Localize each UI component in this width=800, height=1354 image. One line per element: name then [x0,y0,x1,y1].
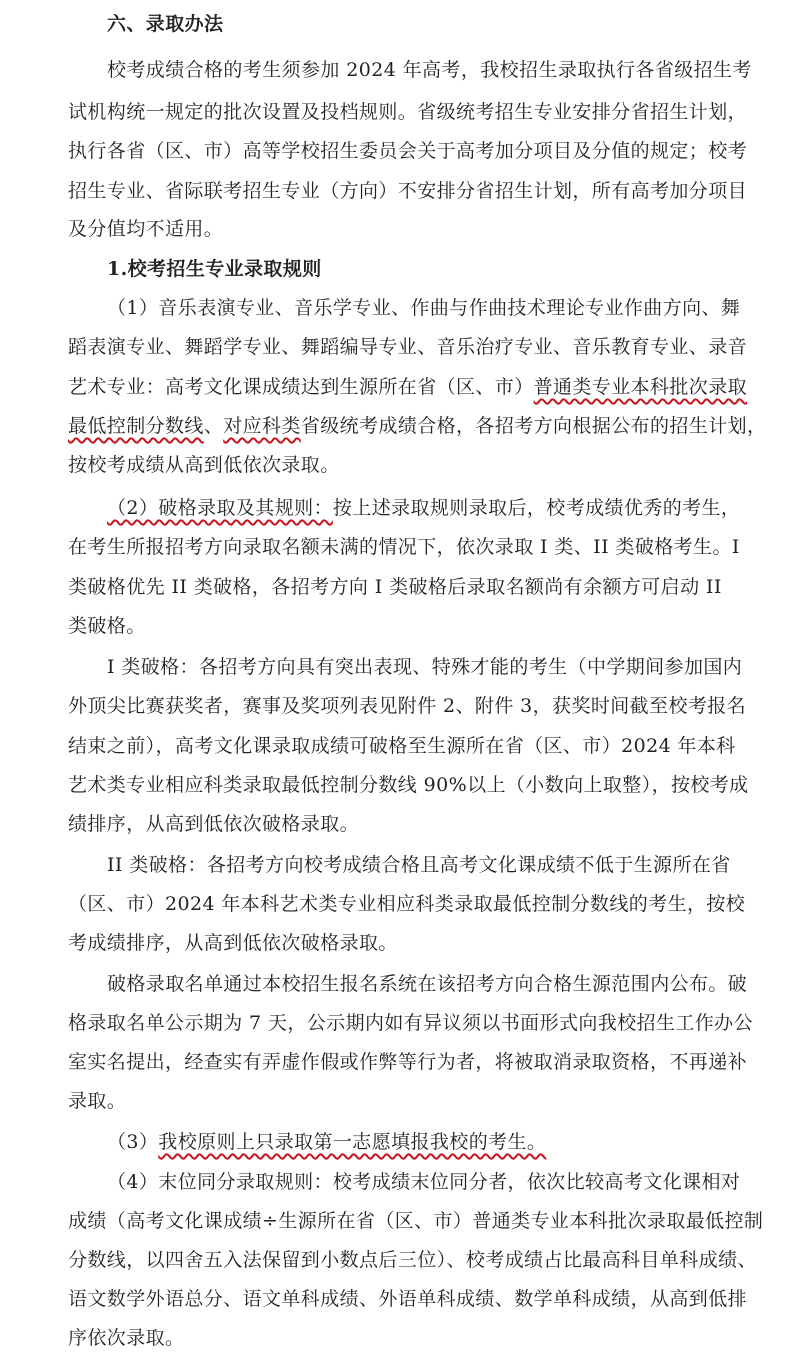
publicity-line-3: 室实名提出，经查实有弄虚作假或作弊等行为者，将被取消录取资格，不再递补 [68,1051,748,1073]
class1-line-1: I 类破格：各招考方向具有突出表现、特殊才能的考生（中学期间参加国内 [107,656,743,678]
item2-line-1 [107,494,740,522]
highlight-exceptional-admission: （2）破格录取及其规则： [107,497,333,519]
item2-line-4: 类破格。 [68,615,146,637]
class2-line-3: 考成绩排序，从高到低依次破格录取。 [68,932,398,954]
item4-line-4: 语文数学外语总分、语文单科成绩、外语单科成绩、数学单科成绩，从高到低排 [68,1288,748,1310]
publicity-line-4: 录取。 [68,1090,127,1112]
item1-line-4-rest: 省级统考成绩合格，各招考方向根据公布的招生计划， [300,415,767,437]
intro-line-2: 试机构统一规定的批次设置及投档规则。省级统考招生专业安排分省招生计划， [68,101,748,123]
class2-line-2: （区、市）2024 年本科艺术类专业相应科类录取最低控制分数线的考生，按校 [68,893,746,915]
item2-line-2: 在考生所报招考方向录取名额未满的情况下，依次录取 I 类、II 类破格考生。I [68,536,740,558]
publicity-line-1: 破格录取名单通过本校招生报名系统在该招考方向合格生源范围内公布。破 [107,973,748,995]
item1-line-1: （1）音乐表演专业、音乐学专业、作曲与作曲技术理论专业作曲方向、舞 [107,297,741,319]
highlight-min-score-line: 最低控制分数线 [68,415,204,437]
item1-line-5: 按校考成绩从高到低依次录取。 [68,454,340,476]
item3-line [107,1128,546,1156]
item1-line-2: 蹈表演专业、舞蹈学专业、舞蹈编导专业、音乐治疗专业、音乐教育专业、录音 [68,336,748,358]
item1-line-3 [68,373,747,401]
intro-line-4: 招生专业、省际联考招生专业（方向）不安排分省招生计划，所有高考加分项目 [68,180,748,202]
class1-line-5: 绩排序，从高到低依次破格录取。 [68,813,360,835]
item4-line-2: 成绩（高考文化课成绩÷生源所在省（区、市）普通类专业本科批次录取最低控制 [68,1210,764,1232]
class2-line-1: II 类破格：各招考方向校考成绩合格且高考文化课成绩不低于生源所在省 [107,854,731,876]
intro-line-5: 及分值均不适用。 [68,218,224,240]
intro-line-1: 校考成绩合格的考生须参加 2024 年高考，我校招生录取执行各省级招生考 [107,59,752,81]
item4-line-3: 分数线，以四舍五入法保留到小数点后三位）、校考成绩占比最高科目单科成绩、 [68,1249,757,1271]
item4-line-5: 序依次录取。 [68,1327,185,1349]
class1-line-4: 艺术类专业相应科类录取最低控制分数线 90%以上（小数向上取整），按校考成 [68,774,749,796]
item1-line-3-text: 艺术专业：高考文化课成绩达到生源所在省（区、市） [68,376,534,398]
item3-prefix: （3） [107,1131,159,1153]
class1-line-2: 外顶尖比赛获奖者，赛事及奖项列表见附件 2、附件 3，获奖时间截至校考报名 [68,695,747,717]
publicity-line-2: 格录取名单公示期为 7 天，公示期内如有异议须以书面形式向我校招生工作办公 [68,1012,753,1034]
highlight-subject-category: 对应科类 [223,415,301,437]
highlight-first-choice: 我校原则上只录取第一志愿填报我校的考生。 [158,1131,547,1153]
item1-line-4 [68,412,766,440]
item4-line-1: （4）末位同分录取规则：校考成绩末位同分者，依次比较高考文化课相对 [107,1171,741,1193]
item2-line-1-rest: 按上述录取规则录取后，校考成绩优秀的考生， [332,497,741,519]
intro-line-3: 执行各省（区、市）高等学校招生委员会关于高考加分项目及分值的规定；校考 [68,140,748,162]
section-heading: 六、录取办法 [107,13,224,35]
highlight-admission-batch: 普通类专业本科批次录取 [533,376,748,398]
rules-subheading: 1.校考招生专业录取规则 [107,258,322,280]
item1-separator: 、 [203,415,224,437]
item2-line-3: 类破格优先 II 类破格，各招考方向 I 类破格后录取名额尚有余额方可启动 II [68,576,722,598]
class1-line-3: 结束之前），高考文化课录取成绩可破格至生源所在省（区、市）2024 年本科 [68,735,736,757]
